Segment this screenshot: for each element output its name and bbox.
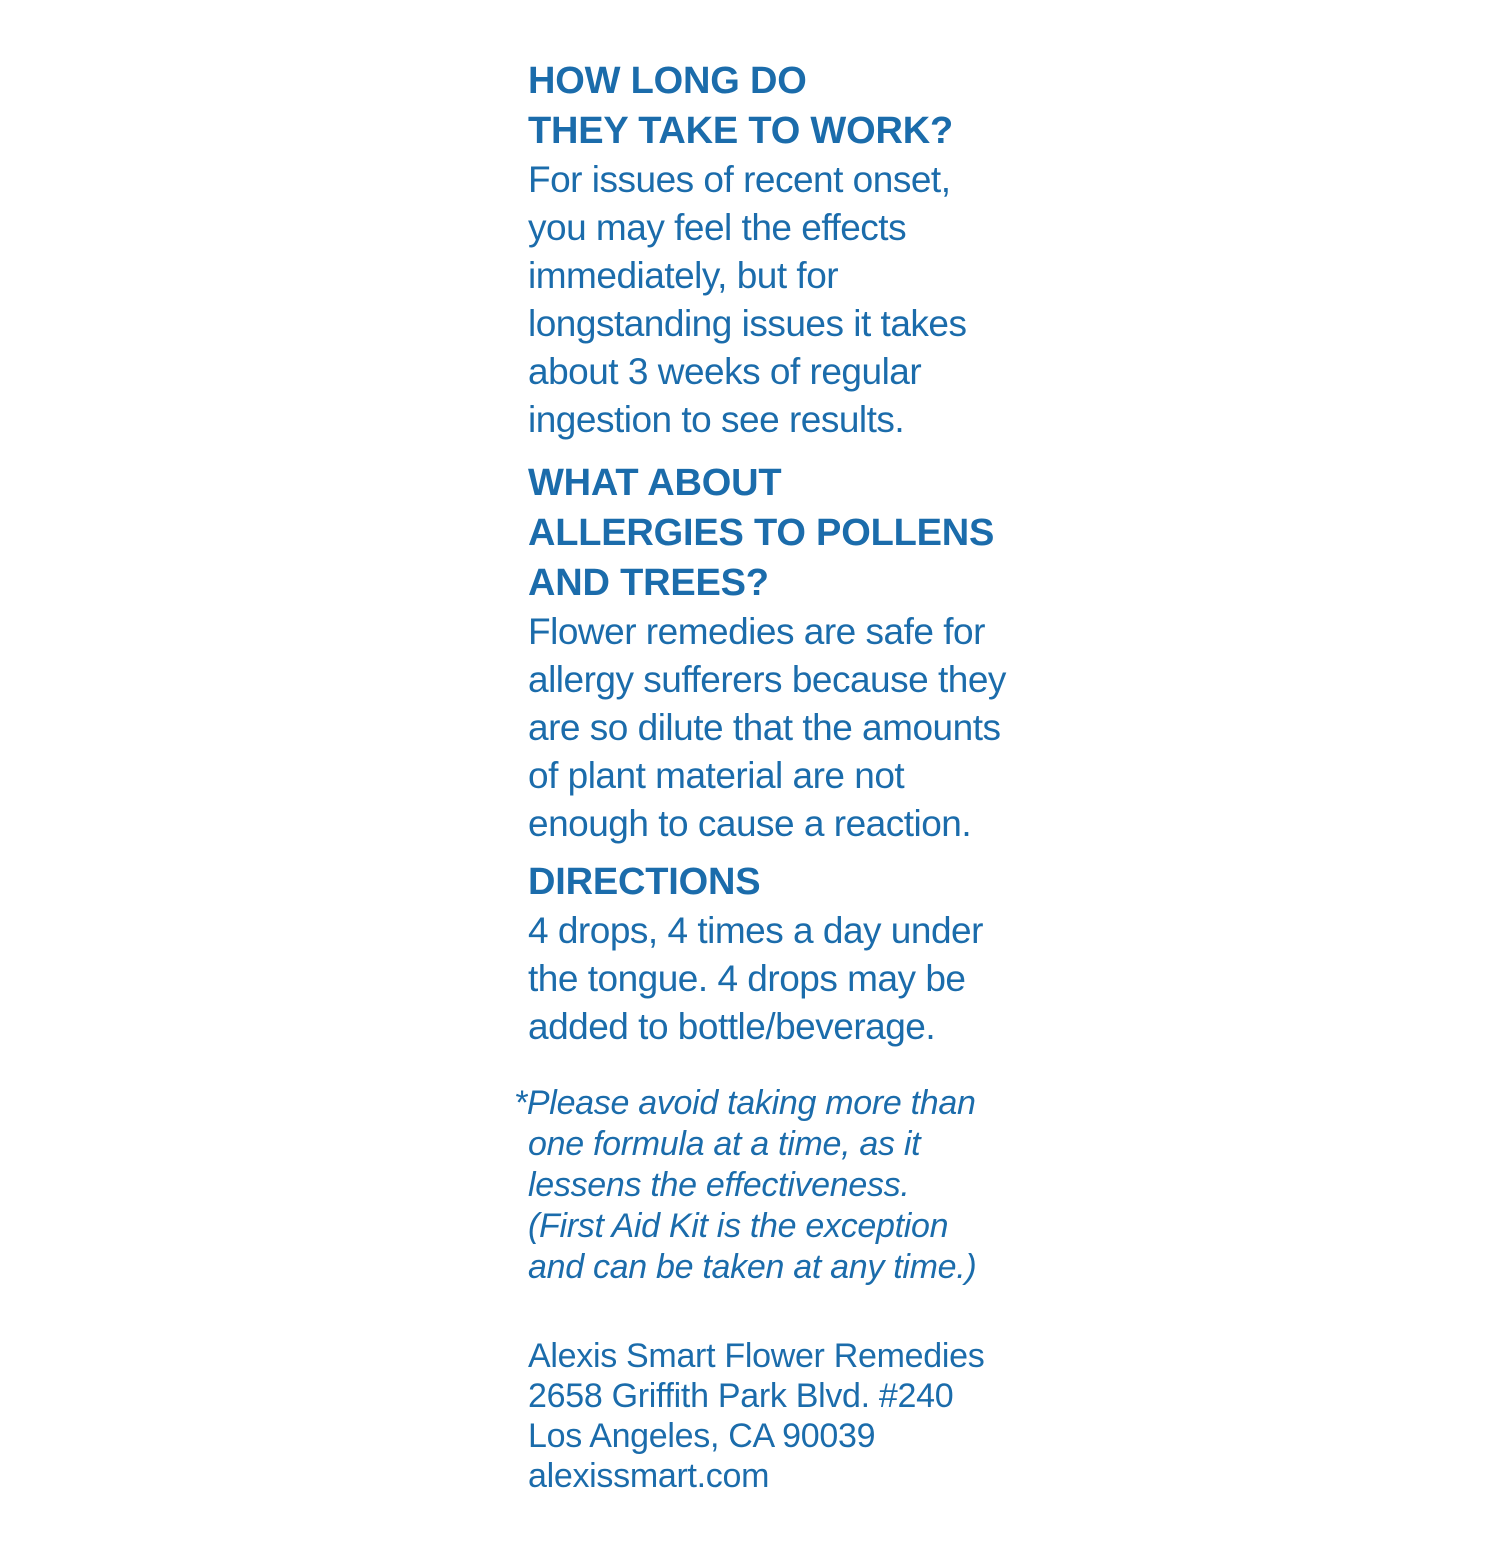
- text-line: 4 drops, 4 times a day under: [528, 910, 983, 951]
- text-line: *Please avoid taking more than: [514, 1084, 976, 1122]
- text-line: allergy sufferers because they: [528, 659, 1006, 700]
- how-long-body: [528, 156, 1038, 444]
- text-line: WHAT ABOUT: [528, 462, 782, 504]
- directions-heading: [528, 857, 1038, 907]
- text-line: longstanding issues it takes: [528, 303, 967, 344]
- text-line: DIRECTIONS: [528, 861, 761, 903]
- text-line: added to bottle/beverage.: [528, 1006, 936, 1047]
- section-directions: [528, 857, 1038, 1051]
- text-line: and can be taken at any time.): [528, 1248, 977, 1286]
- text-line: the tongue. 4 drops may be: [528, 958, 966, 999]
- text-line: 2658 Griffith Park Blvd. #240: [528, 1377, 954, 1415]
- allergies-body: [528, 608, 1038, 848]
- text-line: Los Angeles, CA 90039: [528, 1417, 876, 1455]
- how-long-heading: [528, 56, 1038, 156]
- text-line: ALLERGIES TO POLLENS: [528, 512, 995, 554]
- text-line: Alexis Smart Flower Remedies: [528, 1337, 985, 1375]
- text-line: lessens the effectiveness.: [528, 1166, 910, 1204]
- text-line: THEY TAKE TO WORK?: [528, 110, 953, 152]
- directions-body: [528, 907, 1038, 1051]
- text-line: HOW LONG DO: [528, 60, 807, 102]
- usage-warning-note: [514, 1083, 1038, 1288]
- text-line: you may feel the effects: [528, 207, 907, 248]
- text-line: (First Aid Kit is the exception: [528, 1207, 949, 1245]
- text-line: about 3 weeks of regular: [528, 351, 922, 392]
- text-line: AND TREES?: [528, 562, 769, 604]
- text-line: immediately, but for: [528, 255, 839, 296]
- text-line: For issues of recent onset,: [528, 159, 951, 200]
- text-line: ingestion to see results.: [528, 399, 905, 440]
- text-line: are so dilute that the amounts: [528, 707, 1001, 748]
- text-line: alexissmart.com: [528, 1457, 770, 1495]
- label-text-column: [514, 56, 1038, 1496]
- section-allergies: [528, 458, 1038, 848]
- text-line: one formula at a time, as it: [528, 1125, 921, 1163]
- text-line: of plant material are not: [528, 755, 905, 796]
- section-how-long-to-work: [528, 56, 1038, 444]
- text-line: enough to cause a reaction.: [528, 803, 972, 844]
- allergies-heading: [528, 458, 1038, 608]
- text-line: Flower remedies are safe for: [528, 611, 985, 652]
- company-address-block: [528, 1336, 1038, 1496]
